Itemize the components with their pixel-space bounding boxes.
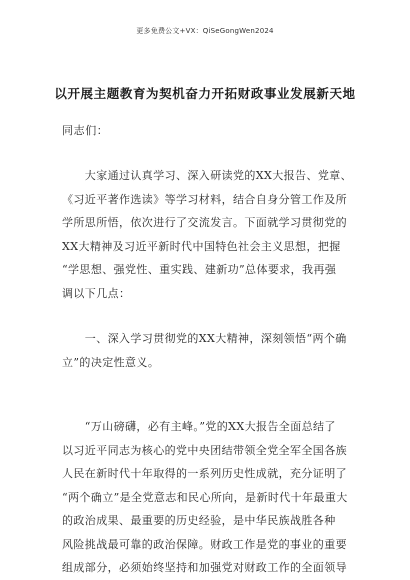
header-watermark: 更多免费公文+VX：QiSeGongWen2024 — [136, 27, 274, 35]
paragraph-line: 大家通过认真学习、深入研读党的XX大报告、党章、 — [62, 169, 353, 182]
paragraph-body — [62, 415, 354, 580]
paragraph-line: 立”的决定性意义。 — [62, 355, 160, 369]
paragraph-line: XX大精神及习近平新时代中国特色社会主义思想，把握 — [62, 239, 341, 253]
paragraph-line: 风险挑战最可靠的政治保障。财政工作是党的事业的重要 — [62, 537, 347, 551]
section-heading-1 — [62, 327, 354, 374]
document-title: 以开展主题教育为契机奋力开拓财政事业发展新天地 — [54, 86, 356, 101]
paragraph-line: 调以下几点： — [62, 286, 131, 300]
paragraph-line: 以习近平同志为核心的党中央团结带领全党全军全国各族 — [62, 443, 347, 457]
paragraph-line: “学思想、强党性、重实践、建新功”总体要求，我再强 — [62, 263, 337, 276]
paragraph-line: “万山磅礴，必有主峰。”党的XX大报告全面总结了 — [62, 420, 336, 433]
paragraph-intro — [62, 164, 354, 305]
paragraph-line: 人民在新时代十年取得的一系列历史性成就，充分证明了 — [62, 467, 347, 480]
salutation: 同志们： — [62, 124, 109, 137]
paragraph-line: 组成部分，必须始终坚持和加强党对财政工作的全面领导 — [62, 561, 347, 574]
paragraph-line: 学所思所悟，依次进行了交流发言。下面就学习贯彻党的 — [62, 216, 347, 229]
paragraph-line: 一、深入学习贯彻党的XX大精神，深刻领悟“两个确 — [62, 332, 347, 345]
paragraph-line: 《习近平著作选读》等学习材料，结合自身分管工作及所 — [62, 192, 347, 206]
paragraph-line: 的政治成果、最重要的历史经验，是中华民族战胜各种 — [62, 514, 336, 527]
paragraph-line: “两个确立”是全党意志和民心所向，是新时代十年最重大 — [62, 490, 348, 504]
